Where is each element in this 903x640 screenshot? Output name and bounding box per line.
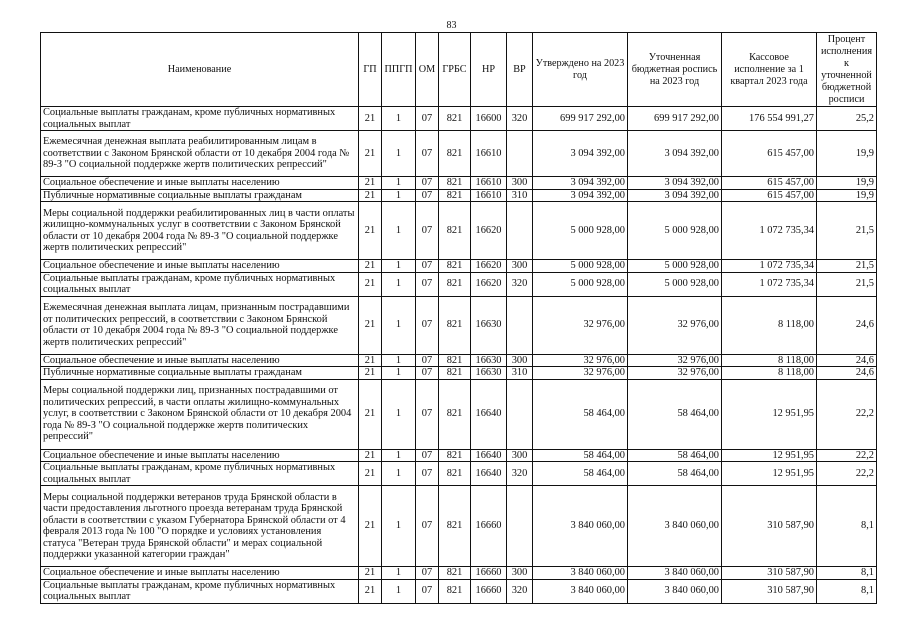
cell-cash: 310 587,90 (722, 579, 817, 603)
cell-gp: 21 (359, 354, 382, 367)
header-ppgp: ППГП (382, 33, 416, 107)
cell-vr: 300 (507, 177, 533, 190)
cell-gp: 21 (359, 296, 382, 354)
table-row (41, 354, 877, 367)
cell-vr: 320 (507, 272, 533, 296)
cell-percent: 8,1 (817, 486, 877, 567)
cell-om: 07 (416, 131, 439, 177)
cell-refined: 58 464,00 (628, 462, 722, 486)
cell-ppgp: 1 (382, 449, 416, 462)
cell-grbs: 821 (439, 367, 471, 380)
cell-grbs: 821 (439, 131, 471, 177)
header-refined: Уточненная бюджетная роспись на 2023 год (628, 33, 722, 107)
cell-np: 16660 (471, 486, 507, 567)
budget-execution-table (40, 32, 877, 604)
cell-name: Социальные выплаты гражданам, кроме публичных нормативных социальных выплат (41, 579, 359, 603)
cell-cash: 615 457,00 (722, 177, 817, 190)
cell-percent: 19,9 (817, 177, 877, 190)
cell-approved: 3 094 392,00 (533, 189, 628, 202)
cell-np: 16660 (471, 579, 507, 603)
cell-cash: 176 554 991,27 (722, 107, 817, 131)
cell-refined: 58 464,00 (628, 379, 722, 449)
cell-percent: 21,5 (817, 260, 877, 273)
cell-np: 16640 (471, 379, 507, 449)
cell-vr (507, 486, 533, 567)
cell-name: Публичные нормативные социальные выплаты гражданам (41, 189, 359, 202)
cell-refined: 3 094 392,00 (628, 131, 722, 177)
cell-om: 07 (416, 486, 439, 567)
cell-grbs: 821 (439, 260, 471, 273)
cell-gp: 21 (359, 462, 382, 486)
header-cash: Кассовое исполнение за 1 квартал 2023 года (722, 33, 817, 107)
cell-grbs: 821 (439, 354, 471, 367)
cell-np: 16640 (471, 449, 507, 462)
cell-name: Социальное обеспечение и иные выплаты населению (41, 260, 359, 273)
cell-percent: 19,9 (817, 189, 877, 202)
cell-name: Социальное обеспечение и иные выплаты населению (41, 354, 359, 367)
table-row (41, 202, 877, 260)
cell-approved: 58 464,00 (533, 379, 628, 449)
table-row (41, 579, 877, 603)
cell-approved: 3 094 392,00 (533, 131, 628, 177)
cell-vr (507, 379, 533, 449)
cell-refined: 32 976,00 (628, 367, 722, 380)
cell-refined: 3 094 392,00 (628, 189, 722, 202)
cell-refined: 5 000 928,00 (628, 202, 722, 260)
cell-om: 07 (416, 379, 439, 449)
cell-refined: 5 000 928,00 (628, 260, 722, 273)
cell-om: 07 (416, 296, 439, 354)
cell-percent: 8,1 (817, 579, 877, 603)
cell-gp: 21 (359, 567, 382, 580)
cell-approved: 3 840 060,00 (533, 567, 628, 580)
cell-approved: 699 917 292,00 (533, 107, 628, 131)
cell-approved: 58 464,00 (533, 462, 628, 486)
header-grbs: ГРБС (439, 33, 471, 107)
cell-ppgp: 1 (382, 462, 416, 486)
cell-approved: 32 976,00 (533, 367, 628, 380)
cell-vr: 310 (507, 189, 533, 202)
cell-percent: 22,2 (817, 449, 877, 462)
cell-om: 07 (416, 354, 439, 367)
cell-ppgp: 1 (382, 296, 416, 354)
cell-name: Ежемесячная денежная выплата лицам, признанным пострадавшими от политических репрессий, в соответствии с Законом Брянской области от 10 декабря 2004 года № 89-З "О социальной поддержке жертв политических репрессий" (41, 296, 359, 354)
cell-refined: 32 976,00 (628, 354, 722, 367)
cell-ppgp: 1 (382, 260, 416, 273)
cell-vr: 300 (507, 567, 533, 580)
table-row (41, 272, 877, 296)
cell-om: 07 (416, 202, 439, 260)
table-row (41, 189, 877, 202)
table-row (41, 177, 877, 190)
cell-percent: 8,1 (817, 567, 877, 580)
cell-grbs: 821 (439, 379, 471, 449)
table-row (41, 260, 877, 273)
cell-grbs: 821 (439, 177, 471, 190)
cell-name: Ежемесячная денежная выплата реабилитированным лицам в соответствии с Законом Брянской области от 10 декабря 2004 года № 89-З "О социальной поддержке жертв политических репрессий" (41, 131, 359, 177)
cell-gp: 21 (359, 202, 382, 260)
table-body (41, 107, 877, 604)
cell-name: Социальное обеспечение и иные выплаты населению (41, 177, 359, 190)
cell-grbs: 821 (439, 567, 471, 580)
cell-om: 07 (416, 177, 439, 190)
cell-om: 07 (416, 272, 439, 296)
cell-grbs: 821 (439, 202, 471, 260)
table-row (41, 379, 877, 449)
cell-percent: 21,5 (817, 272, 877, 296)
cell-vr: 300 (507, 354, 533, 367)
cell-approved: 5 000 928,00 (533, 202, 628, 260)
cell-grbs: 821 (439, 579, 471, 603)
cell-grbs: 821 (439, 486, 471, 567)
cell-grbs: 821 (439, 296, 471, 354)
cell-approved: 58 464,00 (533, 449, 628, 462)
cell-ppgp: 1 (382, 567, 416, 580)
cell-ppgp: 1 (382, 354, 416, 367)
cell-vr (507, 202, 533, 260)
cell-percent: 24,6 (817, 367, 877, 380)
cell-om: 07 (416, 189, 439, 202)
cell-cash: 1 072 735,34 (722, 272, 817, 296)
cell-vr: 310 (507, 367, 533, 380)
cell-grbs: 821 (439, 272, 471, 296)
table-row (41, 567, 877, 580)
header-percent: Процент исполнения к уточненной бюджетной росписи (817, 33, 877, 107)
cell-name: Меры социальной поддержки реабилитированных лиц в части оплаты жилищно-коммунальных услуг в соответствии с Законом Брянской области от 10 декабря 2004 года № 89-З "О социальной поддержке жертв политических репрессий" (41, 202, 359, 260)
cell-approved: 3 094 392,00 (533, 177, 628, 190)
cell-name: Социальные выплаты гражданам, кроме публичных нормативных социальных выплат (41, 462, 359, 486)
cell-gp: 21 (359, 107, 382, 131)
cell-gp: 21 (359, 449, 382, 462)
cell-cash: 615 457,00 (722, 189, 817, 202)
cell-vr: 320 (507, 462, 533, 486)
cell-name: Социальное обеспечение и иные выплаты населению (41, 567, 359, 580)
cell-refined: 5 000 928,00 (628, 272, 722, 296)
cell-approved: 5 000 928,00 (533, 272, 628, 296)
cell-refined: 3 094 392,00 (628, 177, 722, 190)
table-header-row (41, 33, 877, 107)
cell-cash: 8 118,00 (722, 296, 817, 354)
table-row (41, 462, 877, 486)
cell-np: 16640 (471, 462, 507, 486)
cell-om: 07 (416, 567, 439, 580)
cell-np: 16610 (471, 189, 507, 202)
cell-np: 16660 (471, 567, 507, 580)
cell-gp: 21 (359, 367, 382, 380)
cell-np: 16600 (471, 107, 507, 131)
cell-ppgp: 1 (382, 177, 416, 190)
cell-percent: 21,5 (817, 202, 877, 260)
table-row (41, 131, 877, 177)
cell-name: Публичные нормативные социальные выплаты гражданам (41, 367, 359, 380)
cell-vr: 320 (507, 107, 533, 131)
cell-om: 07 (416, 449, 439, 462)
cell-gp: 21 (359, 272, 382, 296)
cell-om: 07 (416, 107, 439, 131)
cell-vr: 300 (507, 260, 533, 273)
cell-refined: 3 840 060,00 (628, 567, 722, 580)
cell-cash: 8 118,00 (722, 354, 817, 367)
cell-np: 16620 (471, 272, 507, 296)
header-name: Наименование (41, 33, 359, 107)
table-row (41, 449, 877, 462)
cell-approved: 3 840 060,00 (533, 486, 628, 567)
cell-np: 16610 (471, 131, 507, 177)
cell-refined: 58 464,00 (628, 449, 722, 462)
cell-approved: 32 976,00 (533, 296, 628, 354)
cell-ppgp: 1 (382, 272, 416, 296)
cell-ppgp: 1 (382, 189, 416, 202)
cell-name: Меры социальной поддержки ветеранов труда Брянской области в части предоставления льготного проезда ветеранам труда Брянской области в соответствии с указом Губернатора Брянской области от 4 февраля 2013 года № 100 "О порядке и условиях установления статуса "Ветеран труда Брянской области" и мерах социальной поддержки указанной категории граждан" (41, 486, 359, 567)
table-row (41, 367, 877, 380)
cell-om: 07 (416, 462, 439, 486)
cell-om: 07 (416, 260, 439, 273)
cell-np: 16630 (471, 296, 507, 354)
cell-gp: 21 (359, 579, 382, 603)
table-row (41, 486, 877, 567)
cell-cash: 12 951,95 (722, 379, 817, 449)
cell-refined: 3 840 060,00 (628, 579, 722, 603)
cell-grbs: 821 (439, 462, 471, 486)
cell-name: Социальное обеспечение и иные выплаты населению (41, 449, 359, 462)
cell-percent: 24,6 (817, 296, 877, 354)
table-row (41, 107, 877, 131)
cell-grbs: 821 (439, 107, 471, 131)
header-gp: ГП (359, 33, 382, 107)
cell-name: Социальные выплаты гражданам, кроме публичных нормативных социальных выплат (41, 272, 359, 296)
cell-refined: 3 840 060,00 (628, 486, 722, 567)
cell-np: 16630 (471, 354, 507, 367)
page-number: 83 (446, 20, 457, 31)
cell-ppgp: 1 (382, 379, 416, 449)
cell-name: Меры социальной поддержки лиц, признанных пострадавшими от политических репрессий, в части оплаты жилищно-коммунальных услуг, в соответствии с Законом Брянской области от 10 декабря 2004 года № 89-З "О социальной поддержке жертв политических репрессий" (41, 379, 359, 449)
cell-vr: 300 (507, 449, 533, 462)
cell-gp: 21 (359, 260, 382, 273)
header-np: НР (471, 33, 507, 107)
cell-ppgp: 1 (382, 486, 416, 567)
cell-percent: 19,9 (817, 131, 877, 177)
cell-approved: 5 000 928,00 (533, 260, 628, 273)
cell-np: 16630 (471, 367, 507, 380)
cell-np: 16610 (471, 177, 507, 190)
cell-refined: 32 976,00 (628, 296, 722, 354)
cell-ppgp: 1 (382, 202, 416, 260)
cell-gp: 21 (359, 177, 382, 190)
cell-cash: 1 072 735,34 (722, 260, 817, 273)
cell-name: Социальные выплаты гражданам, кроме публичных нормативных социальных выплат (41, 107, 359, 131)
cell-cash: 8 118,00 (722, 367, 817, 380)
cell-ppgp: 1 (382, 131, 416, 177)
cell-om: 07 (416, 367, 439, 380)
cell-grbs: 821 (439, 189, 471, 202)
cell-cash: 615 457,00 (722, 131, 817, 177)
cell-om: 07 (416, 579, 439, 603)
cell-gp: 21 (359, 189, 382, 202)
table-row (41, 296, 877, 354)
cell-percent: 22,2 (817, 379, 877, 449)
cell-gp: 21 (359, 131, 382, 177)
cell-ppgp: 1 (382, 579, 416, 603)
cell-ppgp: 1 (382, 367, 416, 380)
cell-gp: 21 (359, 486, 382, 567)
cell-vr (507, 296, 533, 354)
cell-ppgp: 1 (382, 107, 416, 131)
cell-cash: 12 951,95 (722, 462, 817, 486)
cell-cash: 310 587,90 (722, 567, 817, 580)
cell-percent: 25,2 (817, 107, 877, 131)
cell-cash: 1 072 735,34 (722, 202, 817, 260)
cell-gp: 21 (359, 379, 382, 449)
cell-percent: 24,6 (817, 354, 877, 367)
cell-approved: 3 840 060,00 (533, 579, 628, 603)
cell-refined: 699 917 292,00 (628, 107, 722, 131)
header-om: ОМ (416, 33, 439, 107)
cell-cash: 12 951,95 (722, 449, 817, 462)
cell-np: 16620 (471, 260, 507, 273)
cell-np: 16620 (471, 202, 507, 260)
cell-approved: 32 976,00 (533, 354, 628, 367)
cell-vr (507, 131, 533, 177)
header-vr: ВР (507, 33, 533, 107)
header-approved: Утверждено на 2023 год (533, 33, 628, 107)
cell-grbs: 821 (439, 449, 471, 462)
cell-vr: 320 (507, 579, 533, 603)
cell-percent: 22,2 (817, 462, 877, 486)
cell-cash: 310 587,90 (722, 486, 817, 567)
